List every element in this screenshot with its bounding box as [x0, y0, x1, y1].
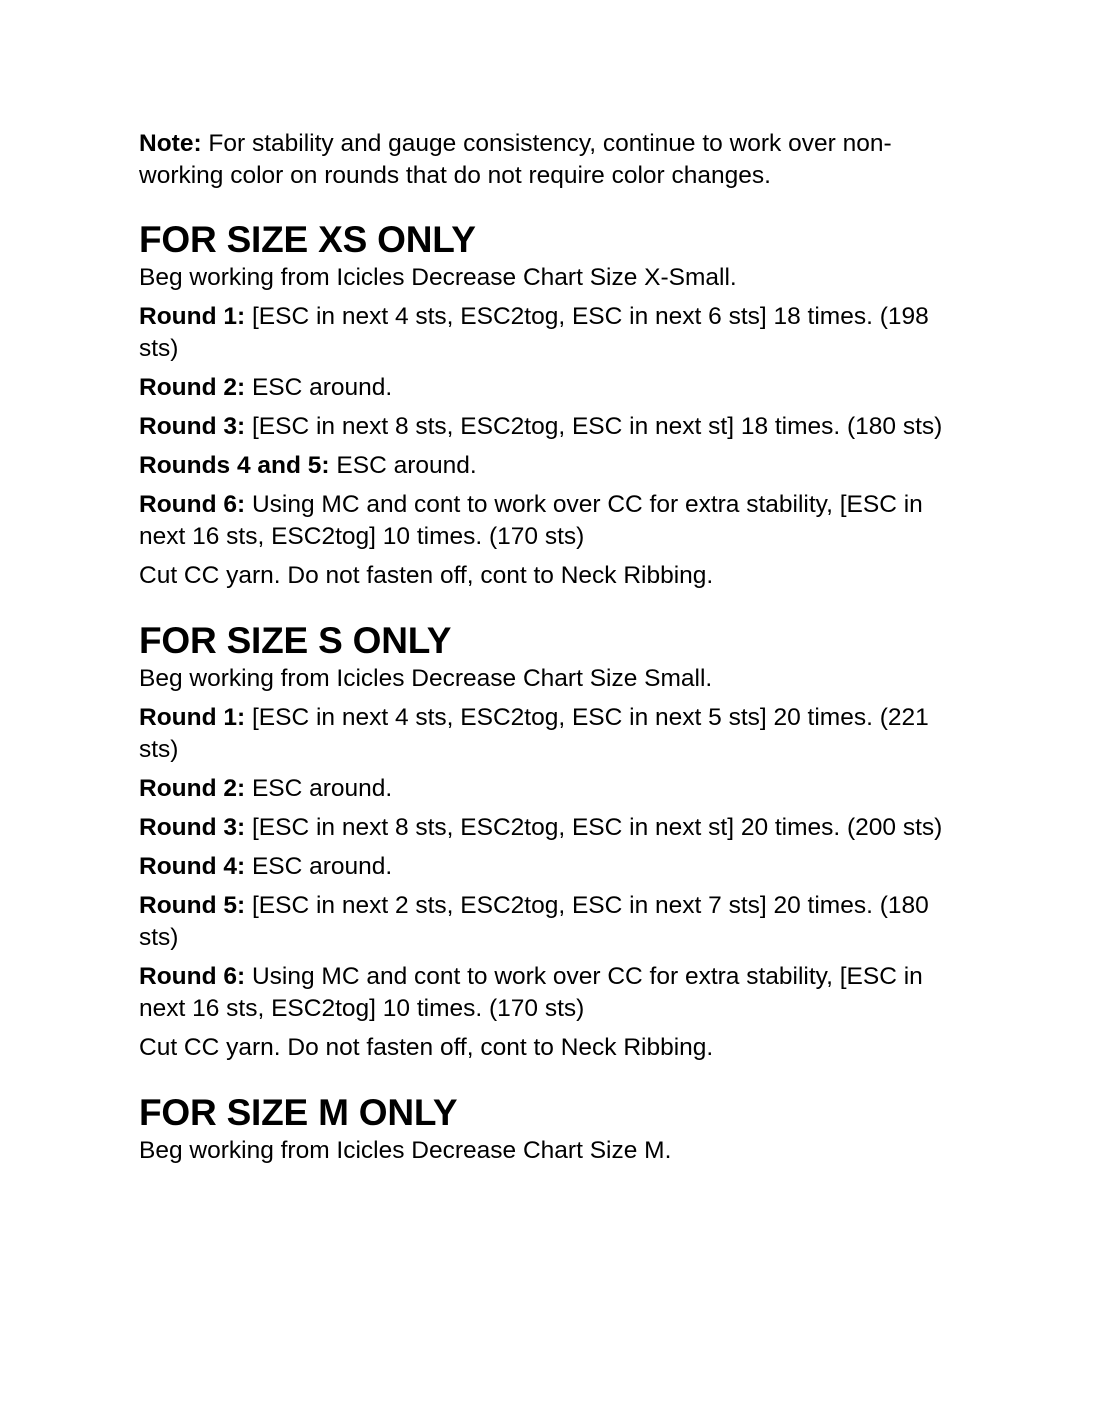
round-label: Round 6: [139, 491, 246, 518]
round-text: ESC around. [245, 853, 393, 880]
round-text: [ESC in next 8 sts, ESC2tog, ESC in next st] 18 times. (180 sts) [245, 413, 943, 440]
section-heading: FOR SIZE S ONLY [139, 620, 452, 661]
round-text: ESC around. [245, 374, 393, 401]
round-label: Round 3: [139, 413, 246, 440]
round-text: [ESC in next 4 sts, ESC2tog, ESC in next 6 sts] 18 times. (198 sts) [139, 303, 929, 362]
note-label: Note: [139, 130, 202, 157]
note-paragraph [139, 128, 969, 192]
round-instruction [139, 489, 969, 553]
round-label: Round 2: [139, 374, 246, 401]
section-closing: Cut CC yarn. Do not fasten off, cont to Neck Ribbing. [139, 1034, 714, 1061]
round-label: Round 5: [139, 892, 246, 919]
round-label: Round 1: [139, 704, 246, 731]
section-closing: Cut CC yarn. Do not fasten off, cont to Neck Ribbing. [139, 562, 714, 589]
round-instruction [139, 450, 969, 482]
round-instruction [139, 812, 969, 844]
section-size-s [139, 621, 969, 1064]
round-text: ESC around. [329, 452, 477, 479]
pattern-page [139, 128, 969, 1174]
round-text: Using MC and cont to work over CC for extra stability, [ESC in next 16 sts, ESC2tog] 10 times. (170 sts) [139, 963, 923, 1022]
section-intro: Beg working from Icicles Decrease Chart Size X-Small. [139, 264, 737, 291]
round-text: [ESC in next 2 sts, ESC2tog, ESC in next 7 sts] 20 times. (180 sts) [139, 892, 929, 951]
note-text: For stability and gauge consistency, continue to work over non-working color on rounds that do not require color changes. [139, 130, 892, 189]
round-label: Round 4: [139, 853, 246, 880]
round-instruction [139, 890, 969, 954]
section-heading: FOR SIZE XS ONLY [139, 219, 476, 260]
section-heading: FOR SIZE M ONLY [139, 1092, 458, 1133]
round-instruction [139, 851, 969, 883]
round-instruction [139, 372, 969, 404]
round-label: Round 6: [139, 963, 246, 990]
section-size-m [139, 1093, 969, 1167]
round-instruction [139, 773, 969, 805]
round-instruction [139, 301, 969, 365]
round-text: [ESC in next 8 sts, ESC2tog, ESC in next st] 20 times. (200 sts) [245, 814, 943, 841]
round-text: Using MC and cont to work over CC for extra stability, [ESC in next 16 sts, ESC2tog] 10 times. (170 sts) [139, 491, 923, 550]
round-label: Round 3: [139, 814, 246, 841]
round-instruction [139, 702, 969, 766]
round-text: [ESC in next 4 sts, ESC2tog, ESC in next 5 sts] 20 times. (221 sts) [139, 704, 929, 763]
section-intro: Beg working from Icicles Decrease Chart Size M. [139, 1137, 672, 1164]
section-intro: Beg working from Icicles Decrease Chart Size Small. [139, 665, 713, 692]
round-label: Round 2: [139, 775, 246, 802]
round-text: ESC around. [245, 775, 393, 802]
section-size-xs [139, 220, 969, 592]
round-label: Rounds 4 and 5: [139, 452, 330, 479]
round-instruction [139, 961, 969, 1025]
round-label: Round 1: [139, 303, 246, 330]
round-instruction [139, 411, 969, 443]
